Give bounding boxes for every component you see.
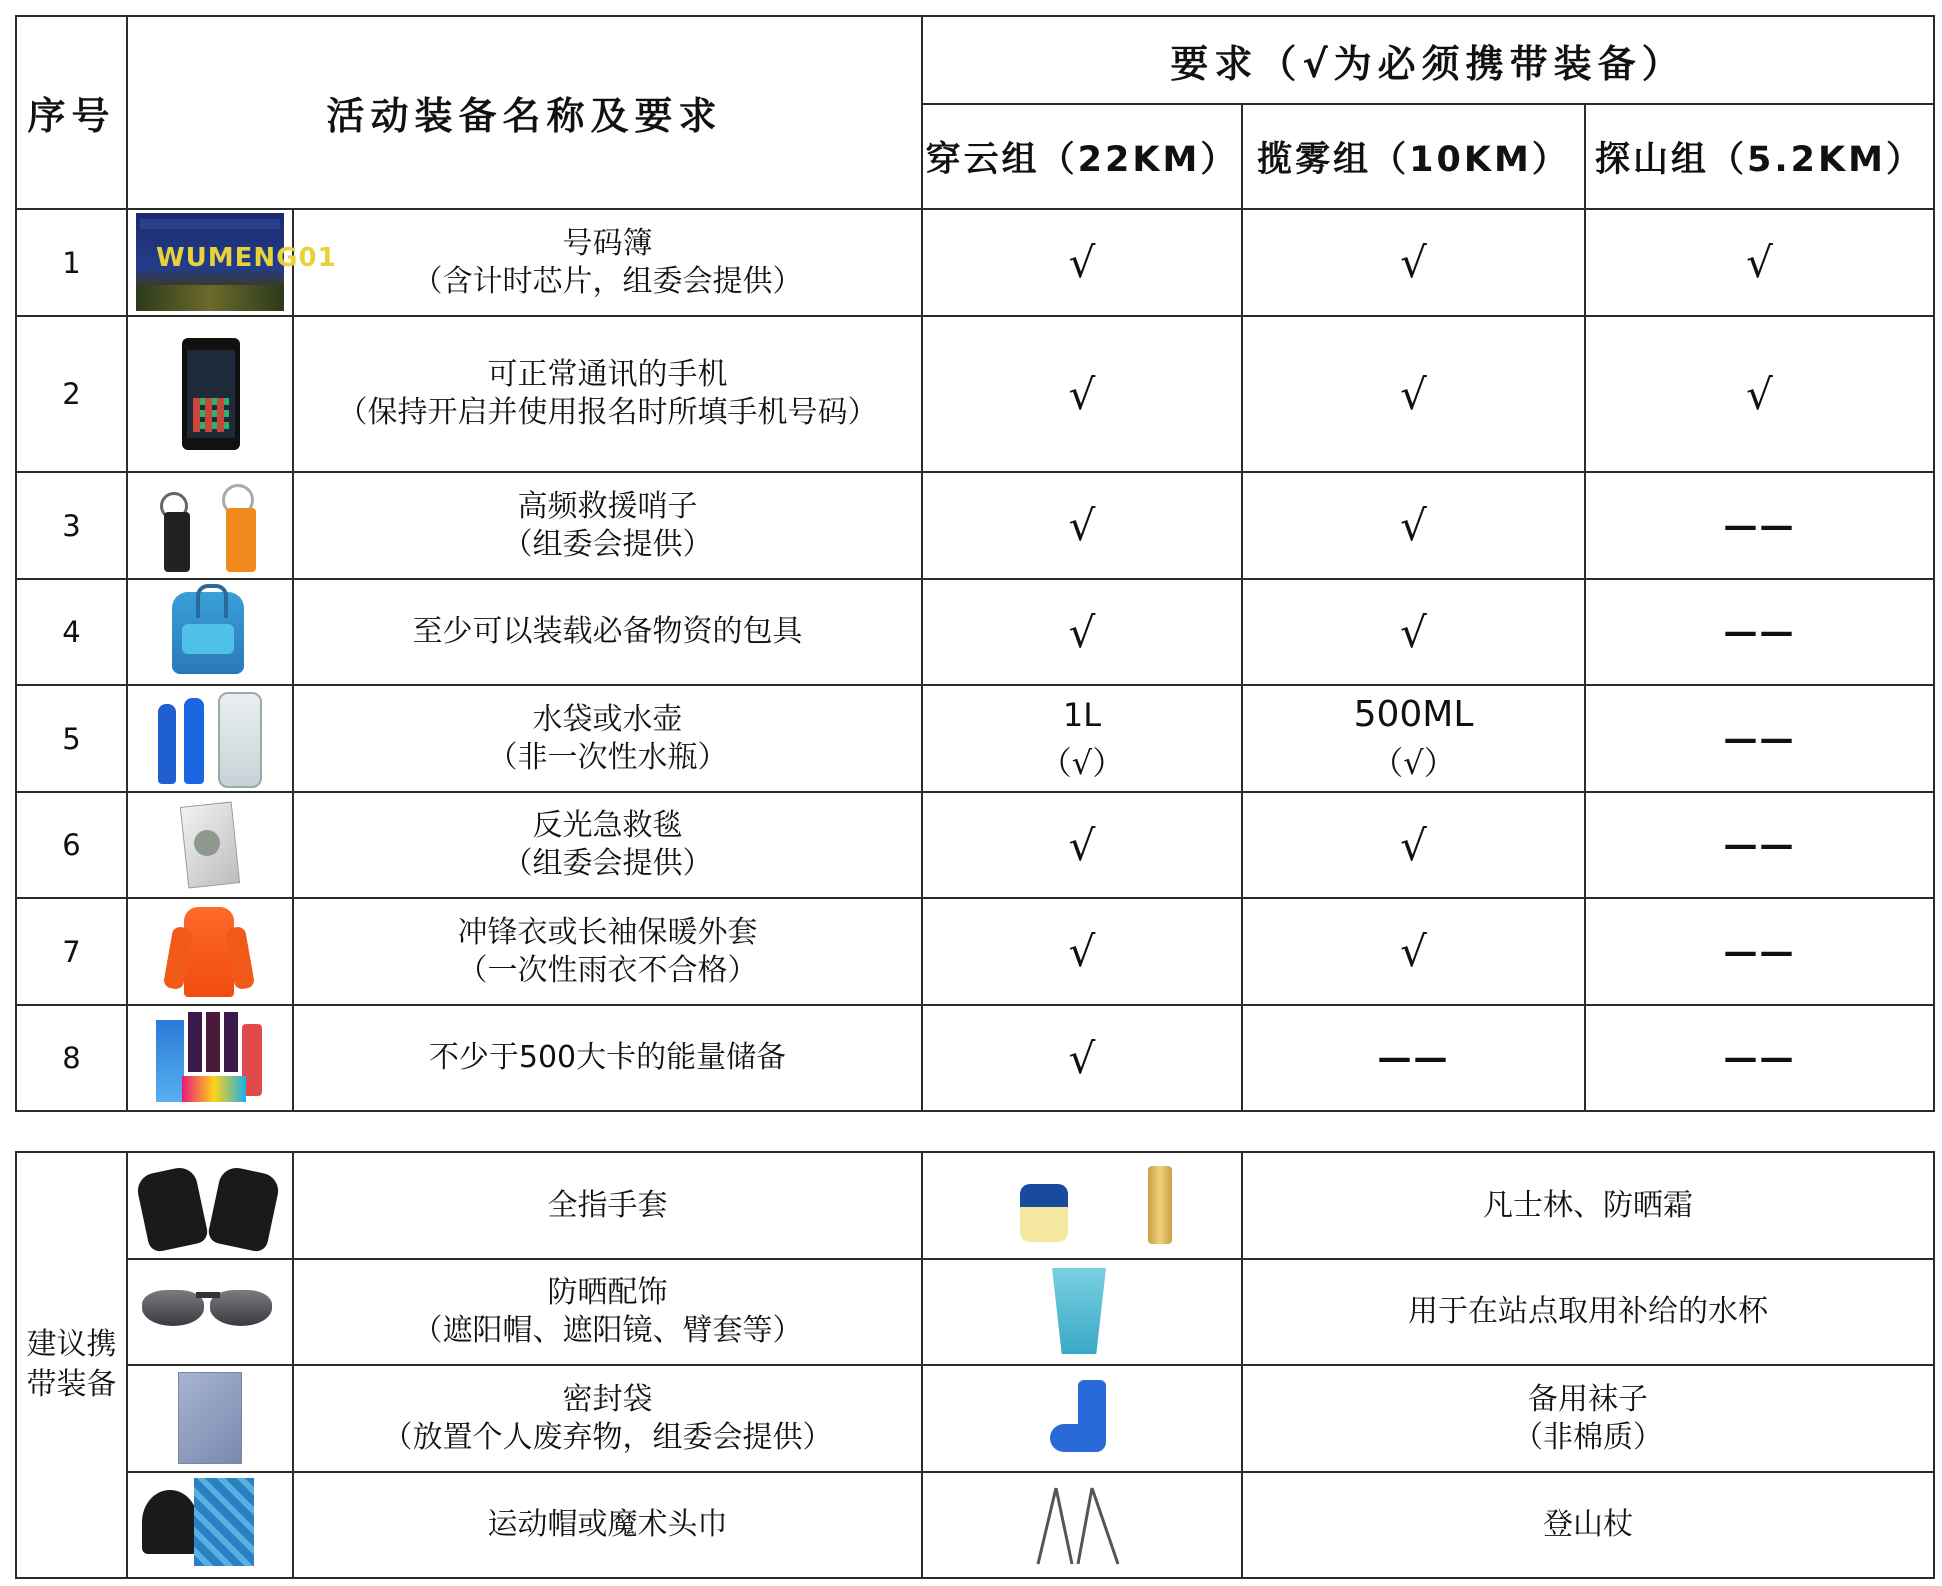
- item-line1: 登山杖: [1543, 1507, 1633, 1542]
- group-1-label: 穿云组（22KM）: [925, 139, 1239, 180]
- row-2-g3: [1586, 317, 1933, 471]
- row-7-item: [294, 899, 921, 1004]
- header-seq-text: 序号: [27, 94, 116, 138]
- row-2-g1: [923, 317, 1241, 471]
- jacket-icon: [166, 903, 252, 999]
- check-mark: √: [1400, 369, 1427, 419]
- group-2-label: 揽雾组（10KM）: [1257, 139, 1570, 180]
- check-mark: √: [1400, 238, 1427, 287]
- row-4-no: [17, 580, 126, 684]
- check-mark: √: [1746, 238, 1773, 287]
- row-8-g1: [923, 1006, 1241, 1110]
- header-requirement-text: 要求（√为必须携带装备）: [1170, 41, 1686, 86]
- item-line2: （保持开启并使用报名时所填手机号码）: [337, 395, 878, 430]
- item-line1: 可正常通讯的手机: [487, 357, 728, 392]
- check-mark: √: [1746, 369, 1773, 419]
- item-line2: （组委会提供）: [502, 526, 713, 562]
- dash-mark: ——: [1723, 1038, 1796, 1078]
- dash-mark: ——: [1723, 931, 1796, 972]
- check-mark: （√）: [1039, 743, 1125, 782]
- vaseline-sunscreen-icon: [1010, 1160, 1180, 1252]
- trekking-poles-icon: [1034, 1484, 1124, 1568]
- s2-right: [1243, 1260, 1933, 1364]
- header-group-3: [1586, 105, 1933, 208]
- row-number: 7: [62, 934, 81, 969]
- row-6-g3: [1586, 793, 1933, 897]
- check-mark: √: [1400, 927, 1427, 976]
- backpack-icon: [166, 584, 250, 680]
- header-name: [128, 17, 921, 208]
- row-5-item: [294, 686, 921, 791]
- header-seq: [17, 17, 126, 208]
- phone-icon: [182, 338, 240, 450]
- check-mark: √: [1068, 501, 1096, 550]
- row-3-g3: [1586, 473, 1933, 578]
- row-8-g2: [1243, 1006, 1584, 1110]
- gloves-icon: [136, 1156, 284, 1252]
- row-5-g3: [1586, 686, 1933, 791]
- item-line1: 至少可以装载必备物资的包具: [412, 614, 803, 649]
- cup-icon: [1048, 1264, 1110, 1358]
- row-number: 6: [62, 828, 81, 862]
- item-line1: 冲锋衣或长袖保暖外套: [457, 914, 758, 950]
- check-mark: √: [1068, 238, 1096, 287]
- check-mark: √: [1400, 501, 1427, 550]
- row-6-g1: [923, 793, 1241, 897]
- row-number: 4: [62, 615, 81, 649]
- row-2-g2: [1243, 317, 1584, 471]
- row-number: 3: [62, 508, 81, 543]
- bib-number-icon: [136, 213, 337, 311]
- row-3-g1: [923, 473, 1241, 578]
- item-line1: 运动帽或魔术头巾: [487, 1507, 728, 1542]
- volume-value: 1L: [1062, 695, 1102, 734]
- item-line1: 防晒配饰: [547, 1275, 668, 1310]
- check-mark: （√）: [1371, 743, 1456, 782]
- row-1-g2: [1243, 210, 1584, 315]
- s3-right: [1243, 1366, 1933, 1471]
- dash-mark: ——: [1377, 1038, 1450, 1078]
- item-line2: （放置个人废弃物，组委会提供）: [382, 1419, 833, 1455]
- check-mark: √: [1400, 607, 1427, 657]
- row-8-g3: [1586, 1006, 1933, 1110]
- whistle-icon: [142, 478, 278, 574]
- row-2-item: [294, 317, 921, 471]
- row-number: 1: [62, 245, 81, 280]
- check-mark: √: [1068, 820, 1096, 870]
- row-3-no: [17, 473, 126, 578]
- row-3-g2: [1243, 473, 1584, 578]
- row-4-item: [294, 580, 921, 684]
- item-line1: 不少于500大卡的能量储备: [428, 1040, 787, 1075]
- item-line2: （一次性雨衣不合格）: [457, 952, 758, 988]
- dash-mark: ——: [1723, 718, 1796, 759]
- row-1-no: [17, 210, 126, 315]
- row-7-g2: [1243, 899, 1584, 1004]
- row-2-no: [17, 317, 126, 471]
- header-group-2: [1243, 105, 1584, 208]
- row-7-g1: [923, 899, 1241, 1004]
- row-1-g1: [923, 210, 1241, 315]
- header-requirement: [923, 17, 1933, 103]
- water-bottle-icon: [154, 690, 266, 786]
- row-7-g3: [1586, 899, 1933, 1004]
- item-line2: （非棉质）: [1513, 1419, 1663, 1455]
- row-1-g3: [1586, 210, 1933, 315]
- row-8-item: [294, 1006, 921, 1110]
- dash-mark: ——: [1723, 612, 1796, 652]
- row-number: 5: [62, 721, 81, 756]
- row-6-no: [17, 793, 126, 897]
- emergency-blanket-icon: [180, 800, 238, 890]
- row-4-g2: [1243, 580, 1584, 684]
- s2-left: [294, 1260, 921, 1364]
- check-mark: √: [1068, 1033, 1096, 1083]
- energy-food-icon: [152, 1010, 268, 1106]
- row-number: 8: [62, 1041, 81, 1075]
- hat-buff-icon: [140, 1476, 280, 1572]
- sock-icon: [1048, 1380, 1114, 1458]
- s1-left: [294, 1153, 921, 1258]
- item-line1: 凡士林、防晒霜: [1483, 1187, 1693, 1223]
- sunglasses-icon: [136, 1262, 284, 1358]
- s4-right: [1243, 1473, 1933, 1577]
- row-7-no: [17, 899, 126, 1004]
- row-1-item: [294, 210, 921, 315]
- check-mark: √: [1400, 820, 1427, 870]
- bib-text: WUMENG01: [156, 243, 337, 273]
- volume-value: 500ML: [1353, 693, 1474, 735]
- row-8-no: [17, 1006, 126, 1110]
- check-mark: √: [1068, 607, 1096, 657]
- row-number: 2: [62, 377, 81, 411]
- s1-right: [1243, 1153, 1933, 1258]
- item-line1: 备用袜子: [1528, 1381, 1648, 1417]
- row-4-g1: [923, 580, 1241, 684]
- suggested-label-line1: 建议携: [26, 1327, 117, 1362]
- item-line1: 水袋或水壶: [532, 701, 683, 737]
- check-mark: √: [1068, 927, 1096, 976]
- item-line2: （非一次性水瓶）: [487, 739, 728, 775]
- row-5-g2: [1243, 686, 1584, 791]
- row-6-item: [294, 793, 921, 897]
- header-group-1: [923, 105, 1241, 208]
- item-line1: 号码簿: [562, 225, 653, 261]
- row-4-g3: [1586, 580, 1933, 684]
- dash-mark: ——: [1723, 825, 1796, 865]
- row-5-g1: [923, 686, 1241, 791]
- suggested-label-line2: 带装备: [26, 1367, 117, 1402]
- item-line1: 全指手套: [547, 1187, 668, 1223]
- suggested-label: [17, 1153, 126, 1577]
- group-3-label: 探山组（5.2KM）: [1595, 139, 1924, 180]
- item-line1: 反光急救毯: [532, 808, 683, 843]
- item-line1: 用于在站点取用补给的水杯: [1408, 1294, 1768, 1329]
- item-line2: （含计时芯片，组委会提供）: [412, 263, 803, 299]
- sealed-bag-icon: [178, 1372, 242, 1464]
- header-name-text: 活动装备名称及要求: [326, 94, 723, 138]
- item-line1: 高频救援哨子: [517, 488, 698, 524]
- item-line2: （组委会提供）: [502, 846, 713, 881]
- s3-left: [294, 1366, 921, 1471]
- row-6-g2: [1243, 793, 1584, 897]
- check-mark: √: [1068, 369, 1096, 419]
- s4-left: [294, 1473, 921, 1577]
- dash-mark: ——: [1723, 505, 1796, 546]
- item-line2: （遮阳帽、遮阳镜、臂套等）: [412, 1313, 803, 1348]
- item-line1: 密封袋: [562, 1381, 653, 1417]
- row-3-item: [294, 473, 921, 578]
- row-5-no: [17, 686, 126, 791]
